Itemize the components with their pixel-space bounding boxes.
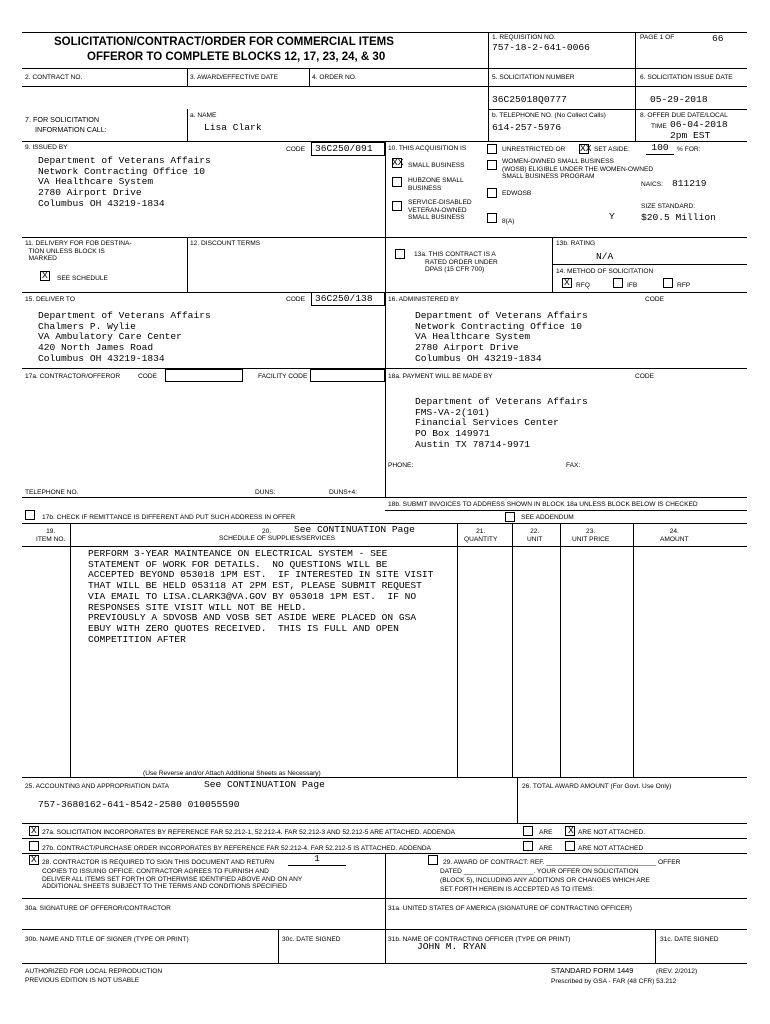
block27a-not-attached-mark: X (568, 825, 574, 836)
contractor-code-label: CODE (138, 373, 158, 380)
unrestricted-checkbox[interactable] (487, 144, 497, 154)
deliver-to-code-box[interactable] (311, 292, 385, 306)
contractor-label: 17a. CONTRACTOR/OFFEROR (25, 373, 121, 380)
block27b-are-label: ARE (539, 845, 553, 852)
wosb-label: WOMEN-OWNED SMALL BUSINESS (WOSB) ELIGIBLE UNDER THE WOMEN-OWNED SMALL BUSINESS PROGRAM (502, 158, 654, 181)
payment-label: 18a. PAYMENT WILL BE MADE BY (388, 373, 493, 380)
contractor-code-input[interactable] (165, 369, 243, 382)
block29-line3: (BLOCK 5), INCLUDING ANY ADDITIONS OR CHANGES WHICH ARE (440, 877, 650, 884)
block28-text2: COPIES TO ISSUING OFFICE. CONTRACTOR AGREES TO FURNISH AND DELIVER ALL ITEMS SET FORTH OR OTHERWISE IDENTIFIED ABOVE AND ON ANY ADDITIONAL SHEETS SUBJECT TO THE TERMS AND CONDITIONS SPECIFIED (42, 868, 303, 891)
issued-by-address: Department of Veterans Affairs Network Contracting Office 10 VA Healthcare System 2780 Airport Drive Columbus OH 43219-1834 (38, 155, 211, 209)
rated-order-label: 13a. THIS CONTRACT IS A RATED ORDER UNDER DPAS (15 CFR 700) (414, 251, 498, 274)
order-no-label: 4. ORDER NO. (312, 74, 357, 81)
officer-name-label: 31b. NAME OF CONTRACTING OFFICER (TYPE OR PRINT) (388, 936, 571, 943)
submit-invoices-label: 18b. SUBMIT INVOICES TO ADDRESS SHOWN IN BLOCK 18a UNLESS BLOCK BELOW IS CHECKED (388, 501, 698, 508)
block28-mark: X (31, 854, 37, 865)
edwosb-label: EDWOSB (502, 190, 532, 197)
block27b-checkbox[interactable] (29, 841, 39, 851)
col-item-no: 19. ITEM NO. (36, 528, 66, 543)
payment-phone-label: PHONE: (388, 462, 414, 469)
form-title-line1: SOLICITATION/CONTRACT/ORDER FOR COMMERCIAL ITEMS (54, 36, 394, 48)
addendum-checkbox[interactable] (505, 512, 515, 522)
wosb-checkbox[interactable] (487, 160, 497, 170)
accounting-value[interactable]: 757-3680162-641-8542-2580 010055590 (38, 799, 240, 810)
remittance-label: 17b. CHECK IF REMITTANCE IS DIFFERENT AND PUT SUCH ADDRESS IN OFFER (42, 514, 296, 521)
rfq-mark: X (564, 277, 570, 288)
footer-revision: (REV. 2/2012) (656, 968, 698, 975)
eight-a-label: 8(A) (502, 218, 515, 225)
accounting-note: See CONTINUATION Page (204, 779, 325, 790)
sdvosb-label: SERVICE-DISABLED VETERAN-OWNED SMALL BUSINESS (408, 199, 472, 222)
col-schedule-label: SCHEDULE OF SUPPLIES/SERVICES (219, 535, 336, 542)
issued-by-code: 36C250/091 (315, 143, 373, 154)
addendum-label: SEE ADDENDUM (521, 514, 574, 521)
due-date-label: 8. OFFER DUE DATE/LOCAL (640, 112, 728, 119)
col-unit: 22. UNIT (527, 528, 543, 543)
edwosb-checkbox[interactable] (487, 188, 497, 198)
rating-value[interactable]: N/A (596, 251, 614, 262)
duns4-label: DUNS+4: (329, 489, 358, 496)
solicitation-number-label: 5. SOLICITATION NUMBER (492, 74, 575, 81)
footer-prescribed: Prescribed by GSA - FAR (48 CFR) 53.212 (551, 978, 677, 985)
footer-authorized: AUTHORIZED FOR LOCAL REPRODUCTION (25, 968, 163, 975)
block27a-are-label: ARE (539, 829, 553, 836)
total-award-label: 26. TOTAL AWARD AMOUNT (For Govt. Use Only) (522, 783, 672, 790)
offer-due-time[interactable]: 2pm EST (670, 130, 711, 141)
block28-text: 28. CONTRACTOR IS REQUIRED TO SIGN THIS DOCUMENT AND RETURN (42, 859, 275, 866)
issued-by-label: 9. ISSUED BY (25, 144, 68, 151)
reverse-note: (Use Reverse and/or Attach Additional Sheets as Necessary) (143, 770, 321, 777)
rated-order-checkbox[interactable] (395, 249, 405, 259)
officer-name[interactable]: JOHN M. RYAN (417, 941, 487, 952)
form-title-line2: OFFEROR TO COMPLETE BLOCKS 12, 17, 23, 24, & 30 (87, 51, 386, 63)
issue-date[interactable]: 05-29-2018 (650, 94, 708, 105)
size-standard-label: SIZE STANDARD: (641, 203, 696, 210)
signature-offeror-label: 30a. SIGNATURE OF OFFEROR/CONTRACTOR (25, 905, 171, 912)
duns-label: DUNS: (255, 489, 276, 496)
page-label: PAGE 1 OF (640, 34, 675, 41)
ifb-label: IFB (627, 282, 638, 289)
col-unit-price: 23. UNIT PRICE (572, 528, 610, 543)
solicitation-number[interactable]: 36C25018Q0777 (492, 94, 567, 105)
percent-label: % FOR: (677, 146, 701, 153)
payment-code-label: CODE (635, 373, 655, 380)
block27a-label: 27a. SOLICITATION INCORPORATES BY REFERENCE FAR 52.212-1, 52.212-4. FAR 52.212-3 AND 52.212-5 ARE ATTACHED. ADDENDA (42, 829, 455, 836)
col-amount: 24. AMOUNT (660, 528, 689, 543)
deliver-to-code-label: CODE (286, 296, 306, 303)
block27b-not-attached-checkbox[interactable] (565, 841, 575, 851)
administered-by-label: 16. ADMINISTERED BY (388, 296, 460, 303)
payment-fax-label: FAX: (566, 462, 581, 469)
naics-value[interactable]: 811219 (672, 178, 707, 189)
facility-code-label: FACILITY CODE (258, 373, 308, 380)
footer-previous-edition: PREVIOUS EDITION IS NOT USABLE (25, 977, 140, 984)
set-aside-mark: XX (580, 143, 592, 154)
page-total: 66 (712, 33, 724, 44)
administered-by-code-label: CODE (645, 296, 665, 303)
eight-a-checkbox[interactable] (487, 213, 497, 223)
issued-by-code-box[interactable] (311, 142, 385, 156)
block29-line1: 29. AWARD OF CONTRACT: REF. ______________________________ OFFER (443, 859, 681, 866)
delivery-fob-label: 11. DELIVERY FOR FOB DESTINA- TION UNLESS BLOCK IS MARKED (25, 240, 132, 263)
accounting-label: 25. ACCOUNTING AND APPROPRIATION DATA (25, 783, 169, 790)
col-schedule-note: See CONTINUATION Page (294, 524, 415, 535)
remittance-checkbox[interactable] (25, 510, 35, 520)
info-call-label-2: INFORMATION CALL: (35, 125, 107, 134)
see-schedule-label: SEE SCHEDULE (57, 275, 108, 282)
block27a-mark: X (31, 825, 37, 836)
award-date-label: 3. AWARD/EFFECTIVE DATE (190, 74, 279, 81)
name-label: a. NAME (190, 112, 217, 119)
requisition-number[interactable]: 757-18-2-641-0066 (492, 42, 590, 53)
schedule-description: PERFORM 3-YEAR MAINTEANCE ON ELECTRICAL SYSTEM - SEE STATEMENT OF WORK FOR DETAILS. NO QUESTIONS WILL BE ACCEPTED BEYOND 053018 1PM EST. IF INTERESTED IN SITE VISIT THAT WILL BE HELD 053118 AT 2PM EST, PLEASE SUBMIT REQUEST VIA EMAIL TO LISA.CLARK3@VA.GOV BY 053018 1PM EST. IF NO RESPONSES SITE VISIT WILL NOT BE HELD. PREVIOUSLY A SDVOSB AND VOSB SET ASIDE WERE PLACED ON GSA EBUY WITH ZERO QUOTES RECEIVED. THIS IS FULL AND OPEN COMPETITION AFTER (88, 548, 434, 645)
size-standard-value[interactable]: $20.5 Million (641, 212, 716, 223)
footer-form-name: STANDARD FORM 1449 (551, 966, 634, 975)
block29-checkbox[interactable] (428, 855, 438, 865)
small-business-mark: XX (392, 157, 404, 168)
hubzone-label: HUBZONE SMALL BUSINESS (408, 177, 464, 192)
signer-date-label: 30c. DATE SIGNED (282, 936, 341, 943)
issue-date-label: 6. SOLICITATION ISSUE DATE (640, 74, 733, 81)
naics-label: NAICS: (641, 181, 663, 188)
rfq-label: RFQ (576, 282, 590, 289)
payment-address: Department of Veterans Affairs FMS-VA-2(101) Financial Services Center PO Box 149971 Austin TX 78714-9971 (415, 396, 588, 450)
set-aside-percent[interactable]: 100 (646, 143, 674, 155)
issued-by-code-label: CODE (286, 146, 306, 153)
block28-copies[interactable]: 1 (288, 854, 346, 866)
contact-name[interactable]: Lisa Clark (204, 122, 262, 133)
block27a-are-checkbox[interactable] (523, 826, 533, 836)
acquisition-label: 10. THIS ACQUISITION IS (388, 145, 467, 152)
phone-label: b. TELEPHONE NO. (No Collect Calls) (492, 112, 606, 119)
set-aside-label: SET ASIDE: (594, 146, 630, 153)
discount-terms-label: 12. DISCOUNT TERMS (190, 240, 261, 247)
unrestricted-label: UNRESTRICTED OR (502, 146, 566, 153)
telephone-label: TELEPHONE NO. (25, 489, 79, 496)
signature-officer-label: 31a. UNITED STATES OF AMERICA (SIGNATURE OF CONTRACTING OFFICER) (388, 905, 632, 912)
rfp-label: RFP (677, 282, 691, 289)
deliver-to-code: 36C250/138 (315, 293, 373, 304)
facility-code-input[interactable] (310, 369, 385, 382)
time-label: TIME (651, 123, 667, 130)
rating-label: 13b. RATING (556, 240, 596, 247)
officer-date-label: 31c. DATE SIGNED (660, 936, 719, 943)
see-schedule-mark: X (42, 270, 48, 281)
sdvosb-checkbox[interactable] (392, 201, 402, 211)
col-quantity: 21. QUANTITY (464, 528, 498, 543)
signer-name-label: 30b. NAME AND TITLE OF SIGNER (TYPE OR PRINT) (25, 936, 189, 943)
contract-no-label: 2. CONTRACT NO. (25, 74, 83, 81)
rfp-checkbox[interactable] (663, 278, 673, 288)
block29-line2: DATED ___________________. YOUR OFFER ON SOLICITATION (440, 868, 639, 875)
block27b-label: 27b. CONTRACT/PURCHASE ORDER INCORPORATES BY REFERENCE FAR 52.212-4. FAR 52.212-5 IS ATTACHED. ADDENDA (42, 845, 432, 852)
method-label: 14. METHOD OF SOLICITATION (556, 268, 654, 275)
col-schedule-num: 20. (262, 528, 272, 535)
ifb-checkbox[interactable] (613, 278, 623, 288)
deliver-to-address: Department of Veterans Affairs Chalmers P. Wylie VA Ambulatory Care Center 420 North James Road Columbus OH 43219-1834 (38, 310, 211, 364)
block29-line4: SET FORTH HEREIN IS ACCEPTED AS TO ITEMS: (440, 886, 595, 893)
contact-phone[interactable]: 614-257-5976 (492, 122, 562, 133)
deliver-to-label: 15. DELIVER TO (25, 296, 75, 303)
administered-by-address: Department of Veterans Affairs Network Contracting Office 10 VA Healthcare System 2780 Airport Drive Columbus OH 43219-1834 (415, 310, 588, 364)
block27b-are-checkbox[interactable] (523, 841, 533, 851)
block27a-not-attached-label: ARE NOT ATTACHED. (578, 829, 646, 836)
info-call-label-1: 7. FOR SOLICITATION (25, 115, 100, 124)
small-business-label: SMALL BUSINESS (408, 162, 465, 169)
block27b-not-attached-label: ARE NOT ATTACHED (578, 845, 644, 852)
eight-a-value: Y (609, 211, 615, 222)
offer-due-date[interactable]: 06-04-2018 (670, 119, 728, 130)
hubzone-checkbox[interactable] (392, 177, 402, 187)
requisition-label: 1. REQUISITION NO. (492, 34, 556, 41)
